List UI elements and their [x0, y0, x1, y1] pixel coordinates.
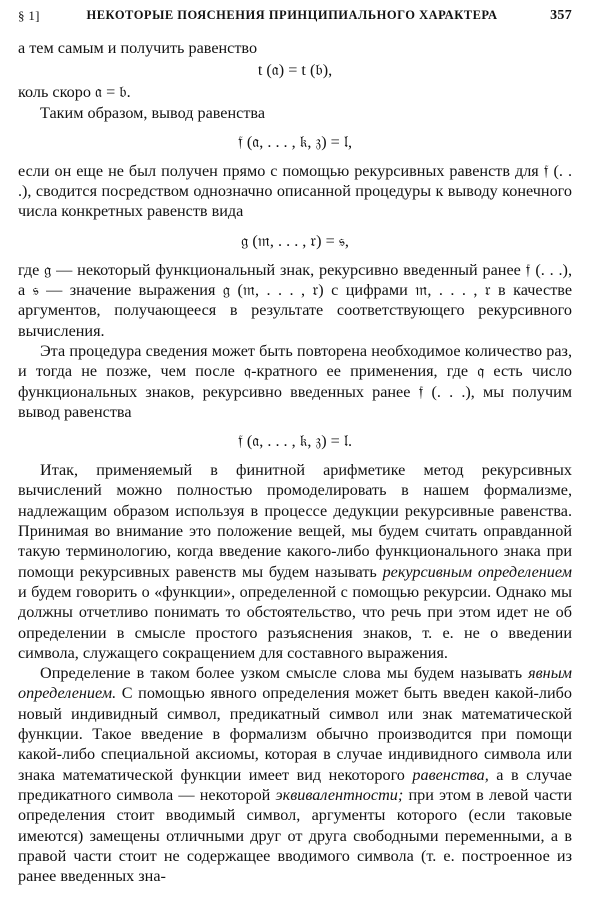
- paragraph: а тем самым и получить равенство: [18, 39, 258, 57]
- emphasis: равенства,: [412, 765, 489, 784]
- emphasis: эквивалентности;: [275, 785, 404, 804]
- formula: t (𝔞) = t (𝔟),: [257, 61, 333, 80]
- text-run: Итак, применяемый в финитной арифметике метод рекурсивных вычислений можно полностью промоделировать в нашем формализме, надлежащим образом используя в процессе дедукции рекурсивные равенства. Принимая во внимание это положение вещей, мы будем считать оправданной такую терминологию, когда введение какого-либо функционального знака при помощи рекурсивных равенств мы будем называть: [18, 461, 572, 581]
- formula: 𝔣 (𝔞, . . . , 𝔨, 𝔷) = 𝔩.: [237, 432, 353, 451]
- formula: 𝔤 (𝔪, . . . , 𝔯) = 𝔰,: [241, 231, 349, 250]
- text-run: а в случае предикатного символа — некоторой: [18, 765, 572, 804]
- text-run: С помощью явного определения может быть введен какой-либо новый индивидный символ, предикатный символ или знак математической функции. Такое введение в формализм обычно производится при помощи какой-либо специальной аксиомы, которая в случае индивидного символа или знака математической функции имеет вид некоторого: [18, 684, 572, 784]
- text-run: Определение в таком более узком смысле слова мы будем называть: [40, 664, 529, 683]
- paragraph: коль скоро 𝔞 = 𝔟.: [18, 83, 131, 102]
- text-run: при этом в левой части определения стоит вводимый символ, аргументы которого (если таковые имеются) замещены отличными друг от друга свободными переменными, а в правой части стоит не содержащее вводимого символа (т. е. построенное из ранее введенных зна-: [18, 785, 572, 886]
- emphasis: явным определением.: [18, 664, 572, 703]
- paragraph: [18, 663, 572, 886]
- running-title: НЕКОТОРЫЕ ПОЯСНЕНИЯ ПРИНЦИПИАЛЬНОГО ХАРАКТЕРА: [86, 8, 498, 22]
- paragraph: если он еще не был получен прямо с помощью рекурсивных равенств для 𝔣 (. . .), сводится посредством однозначно описанной процедуры к выводу конечного числа конкретных равенств вида: [18, 161, 572, 221]
- paragraph: Таким образом, вывод равенства: [40, 103, 266, 122]
- section-marker: § 1]: [18, 8, 40, 23]
- page-body: [18, 38, 572, 886]
- text-run: и будем говорить о «функции», определенной с помощью рекурсии. Однако мы должны отчетливо понимать то обстоятельство, что речь при этом идет не об определении в смысле простого разъяснения знаков, т. е. не о введении символа, служащего сокращением для составного выражения.: [18, 582, 572, 662]
- paragraph: где 𝔤 — некоторый функциональный знак, рекурсивно введенный ранее 𝔣 (. . .), а 𝔰 — значение выражения 𝔤 (𝔪, . . . , 𝔯) с цифрами 𝔪, . . . , 𝔯 в качестве аргументов, получающееся в результате соответствующего рекурсивного вычисления.: [18, 260, 572, 340]
- running-header: [12, 8, 572, 28]
- paragraph: [18, 460, 572, 663]
- paragraph: Эта процедура сведения может быть повторена необходимое количество раз, и тогда не позже, чем после 𝔮-кратного ее применения, где 𝔮 есть число функциональных знаков, рекурсивно введенных ранее 𝔣 (. . .), мы получим вывод равенства: [18, 341, 572, 421]
- page-number: 357: [550, 8, 572, 23]
- emphasis: рекурсивным определением: [382, 562, 572, 581]
- formula: 𝔣 (𝔞, . . . , 𝔨, 𝔷) = 𝔩,: [237, 132, 353, 151]
